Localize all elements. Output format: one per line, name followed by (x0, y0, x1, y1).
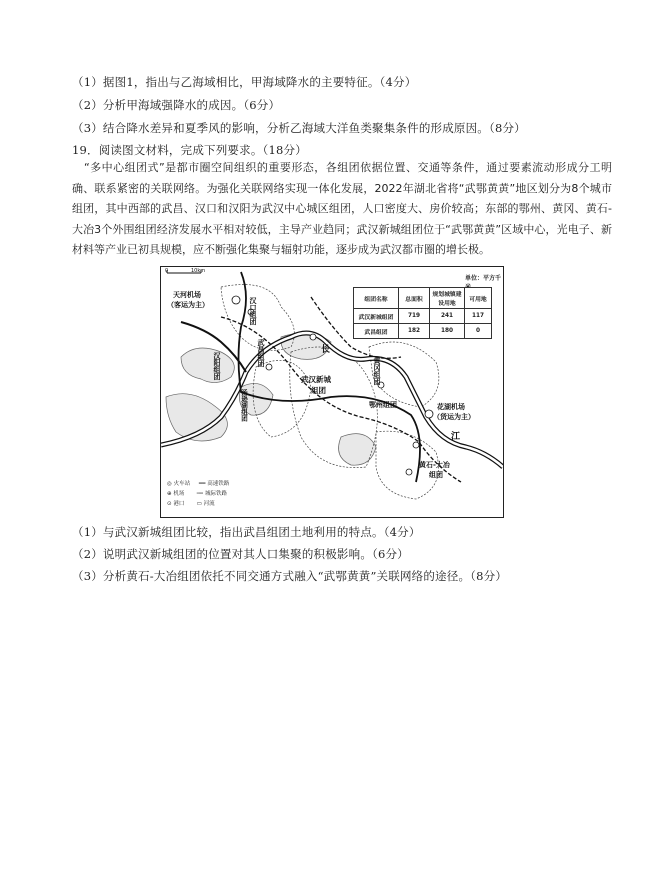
table-header: 总面积 (399, 288, 430, 309)
port-icon (310, 334, 316, 340)
legend-row (167, 479, 229, 489)
river-icon: ▭ (196, 501, 202, 507)
table-cell: 719 (399, 309, 430, 324)
label-huanggang: 黄冈组团 (373, 357, 381, 385)
table-unit: 单位：平方千 (465, 275, 502, 282)
airport-icon: ⊕ (167, 491, 172, 497)
table-header: 可用地 (465, 288, 492, 309)
legend-row (167, 489, 229, 499)
label-huangshi-1: 黄石-大冶 (419, 461, 450, 469)
q18-sub-2: （2）分析甲海域强降水的成因。（6分） (72, 98, 281, 112)
table-cell: 武昌组团 (354, 324, 399, 339)
table-cell: 0 (465, 324, 492, 339)
label-ezhou: 鄂州组团 (369, 401, 397, 409)
q19-sub-3: （3）分析黄石-大冶组团依托不同交通方式融入“武鄂黄黄”关联网络的途径。（8分） (72, 569, 508, 583)
scale-zero: 0 (165, 268, 169, 274)
airport-icon (425, 410, 433, 418)
legend-row (167, 499, 229, 509)
table-row (354, 309, 492, 324)
legend-label: 城际铁路 (205, 491, 228, 497)
train-station-icon: ◎ (167, 481, 172, 487)
table-header: 组团名称 (354, 288, 399, 309)
scale-label: 10km (191, 268, 206, 274)
legend-label: 河流 (203, 501, 215, 507)
q19-paragraph-text: “多中心组团式”是都市圈空间组织的重要形态，各组团依据位置、交通等条件，通过要素流动形成分工明确、联系紧密的关联网络。为强化关联网络实现一体化发展，2022年湖北省将“武鄂黄黄”地区划分为8个城市组团，其中西部的武昌、汉口和汉阳为武汉中心城区组团，人口密度大、房价较高；东部的鄂州、黄冈、黄石-大冶3个外围组团经济发展水平相对较低，主导产业趋同；武汉新城组团位于“武鄂黄黄”区域中心，光电子、新材料等产业已初具规模，应不断强化集聚与辐射功能，逐步成为武汉都市圈的增长极。 (72, 161, 612, 256)
label-tianhe: 天河机场 (173, 291, 201, 299)
wuhan-cluster-map (160, 266, 504, 518)
port-icon: ⊙ (167, 501, 172, 507)
label-hanyang: 汉阳组团 (213, 352, 221, 380)
table-cell: 180 (430, 324, 465, 339)
legend-label: 港口 (173, 501, 185, 507)
label-xincheng-2: 组团 (311, 386, 326, 395)
label-river-chang: 长 (321, 345, 331, 355)
label-huahu: 花湖机场 (437, 403, 465, 411)
table-cell: 117 (465, 309, 492, 324)
table-header: 规划城镇建设用地 (430, 288, 465, 309)
map-legend (167, 479, 229, 509)
intercity-rail-icon: ┅┅ (196, 491, 204, 497)
label-xincheng-1: 武汉新城 (301, 375, 331, 384)
q19-title: 19．阅读图文材料，完成下列要求。（18分） (72, 143, 307, 157)
label-river-jiang: 江 (451, 432, 461, 442)
label-wuchang: 武昌组团 (257, 339, 265, 367)
table-cell: 武汉新城组团 (354, 309, 399, 324)
label-huangshi-2: 组团 (429, 471, 443, 479)
table-cell: 241 (430, 309, 465, 324)
legend-label: 机场 (173, 491, 185, 497)
q19-material (72, 158, 612, 261)
area-table (353, 287, 492, 339)
table-header-row (354, 288, 492, 309)
legend-label: 高速铁路 (207, 481, 230, 487)
q19-sub-2: （2）说明武汉新城组团的位置对其人口集聚的积极影响。（6分） (72, 547, 409, 561)
label-tangxun: 汤逊湖组团 (240, 389, 248, 422)
airport-icon (232, 296, 240, 304)
legend-label: 火车站 (173, 481, 191, 487)
lake-shape (339, 434, 376, 466)
q19-sub-1: （1）与武汉新城组团比较，指出武昌组团土地利用的特点。（4分） (72, 525, 421, 539)
high-speed-rail-icon: ━━ (198, 481, 206, 487)
port-icon (406, 469, 412, 475)
label-hankou: 汉口组团 (249, 297, 257, 325)
lake-shape (181, 348, 234, 383)
train-station-icon (413, 442, 419, 448)
table-cell: 182 (399, 324, 430, 339)
label-huahu-note: （货运为主） (433, 413, 475, 421)
table-row (354, 324, 492, 339)
q18-sub-3: （3）结合降水差异和夏季风的影响，分析乙海域大洋鱼类聚集条件的形成原因。（8分） (72, 121, 526, 135)
train-station-icon (266, 364, 272, 370)
label-tianhe-note: （客运为主） (167, 301, 209, 309)
q18-sub-1: （1）据图1，指出与乙海域相比，甲海域降水的主要特征。（4分） (72, 75, 417, 89)
